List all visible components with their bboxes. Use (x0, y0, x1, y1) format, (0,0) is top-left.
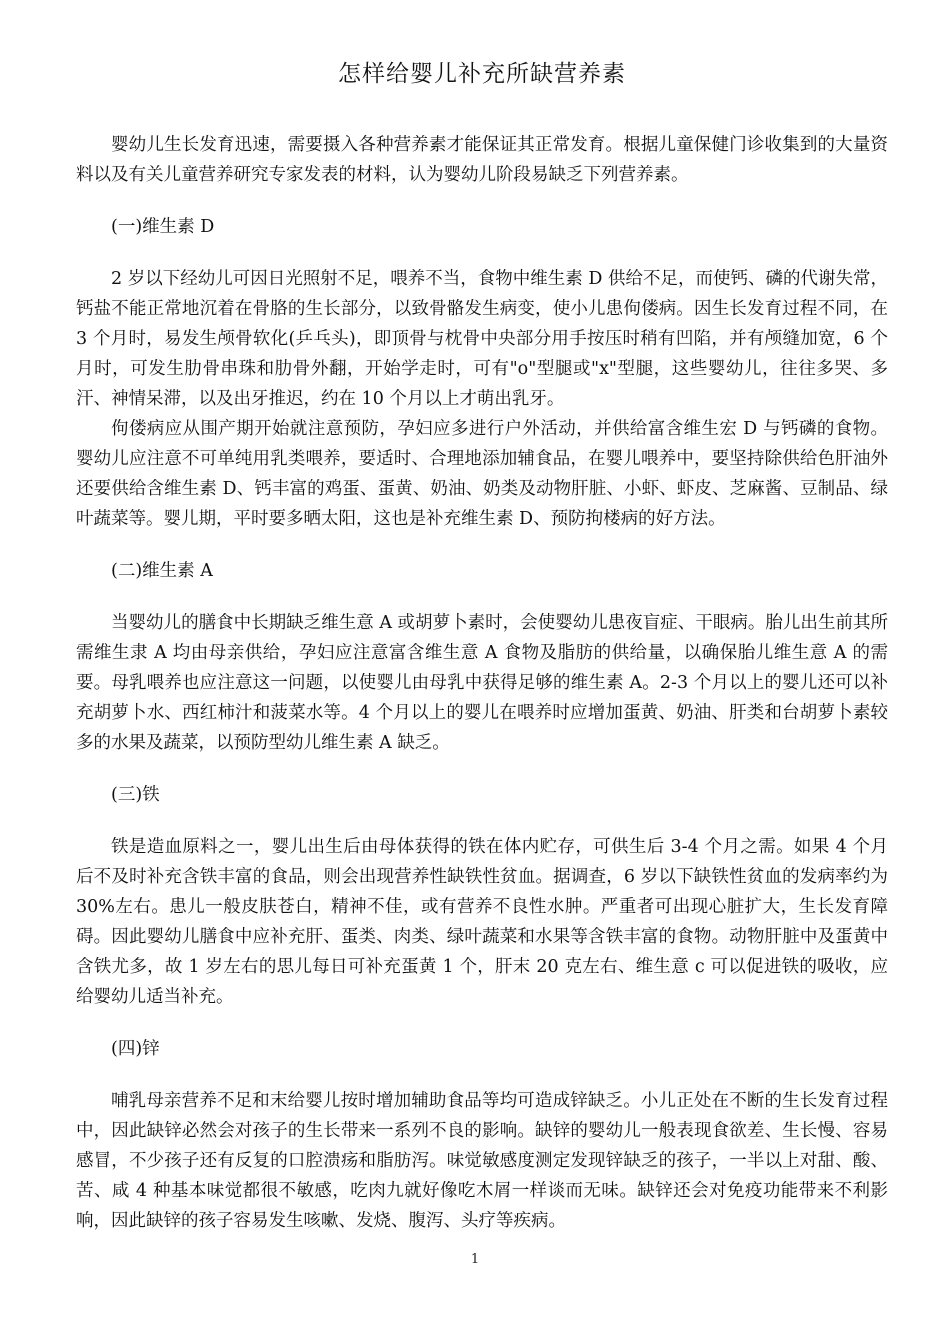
section-heading: (三)铁 (111, 785, 160, 805)
section-iron (76, 780, 888, 1012)
section-zinc (76, 1034, 888, 1236)
page-number: 1 (470, 1252, 480, 1267)
document-page (76, 58, 888, 1236)
section-paragraph: 当婴幼儿的膳食中长期缺乏维生意 A 或胡萝卜素时，会使婴幼儿患夜盲症、干眼病。胎儿出生前其所需维生隶 A 均由母亲供给，孕妇应注意富含维生意 A 食物及脂肪的供给量，以确保胎儿维生意 A 的需要。母乳喂养也应注意这一问题，以使婴儿由母乳中获得足够的维生素 A。2-3 个月以上的婴儿还可以补充胡萝卜水、西红柿汁和菠菜水等。4 个月以上的婴儿在喂养时应增加蛋黄、奶油、肝类和台胡萝卜素较多的水果及蔬菜，以预防型幼儿维生素 A 缺乏。 (76, 613, 888, 753)
section-paragraph: 2 岁以下经幼儿可因日光照射不足，喂养不当，食物中维生素 D 供给不足，而使钙、磷的代谢失常，钙盐不能正常地沉着在骨胳的生长部分，以致骨骼发生病变，使小儿患佝偻病。因生长发育过程不同，在 3 个月时，易发生颅骨软化(乒乓头)，即顶骨与枕骨中央部分用手按压时稍有凹陷，并有颅缝加宽，6 个月时，可发生肋骨串珠和肋骨外翻，开始学走时，可有"o"型腿或"x"型腿，这些婴幼儿，往往多哭、多汗、神情呆滞，以及出牙推迟，约在 10 个月以上才萌出乳牙。 (76, 269, 888, 409)
section-paragraph: 哺乳母亲营养不足和末给婴儿按时增加辅助食品等均可造成锌缺乏。小儿正处在不断的生长发育过程中，因此缺锌必然会对孩子的生长带来一系列不良的影响。缺锌的婴幼儿一般表现食欲差、生长慢、容易感冒，不少孩子还有反复的口腔溃疡和脂肪泻。味觉敏感度测定发现锌缺乏的孩子，一半以上对甜、酸、苦、咸 4 种基本味觉都很不敏感，吃肉九就好像吃木屑一样谈而无味。缺锌还会对免疫功能带来不利影响，因此缺锌的孩子容易发生咳嗽、发烧、腹泻、头疗等疾病。 (76, 1091, 888, 1231)
section-heading: (二)维生素 A (111, 561, 213, 581)
section-vitamin-a (76, 556, 888, 758)
section-vitamin-d (76, 212, 888, 534)
section-paragraph: 佝偻病应从围产期开始就注意预防，孕妇应多进行户外活动，并供给富含维生宏 D 与钙磷的食物。婴幼儿应注意不可单纯用乳类喂养，要适时、合理地添加辅食品，在婴儿喂养中，要坚持除供给色肝油外还要供给含维生素 D、钙丰富的鸡蛋、蛋黄、奶油、奶类及动物肝脏、小虾、虾皮、芝麻酱、豆制品、绿叶蔬菜等。婴儿期，平时要多晒太阳，这也是补充维生素 D、预防拘楼病的好方法。 (76, 419, 888, 529)
intro-paragraph: 婴幼儿生长发育迅速，需要摄入各种营养素才能保证其正常发育。根据儿童保健门诊收集到的大量资料以及有关儿童营养研究专家发表的材料，认为婴幼儿阶段易缺乏下列营养素。 (76, 135, 888, 185)
section-heading: (四)锌 (111, 1039, 160, 1059)
section-paragraph: 铁是造血原料之一，婴儿出生后由母体获得的铁在体内贮存，可供生后 3-4 个月之需。如果 4 个月后不及时补充含铁丰富的食品，则会出现营养性缺铁性贫血。据调查，6 岁以下缺铁性贫血的发病率约为 30%左右。患儿一般皮肤苍白，精神不佳，或有营养不良性水肿。严重者可出现心脏扩大，生长发育障碍。因此婴幼儿膳食中应补充肝、蛋类、肉类、绿叶蔬菜和水果等含铁丰富的食物。动物肝脏中及蛋黄中含铁尤多，故 1 岁左右的思儿每日可补充蛋黄 1 个，肝末 20 克左右、维生意 c 可以促进铁的吸收，应给婴幼儿适当补充。 (76, 837, 888, 1007)
document-title: 怎样给婴儿补充所缺营养素 (338, 61, 626, 87)
section-heading: (一)维生素 D (111, 217, 215, 237)
